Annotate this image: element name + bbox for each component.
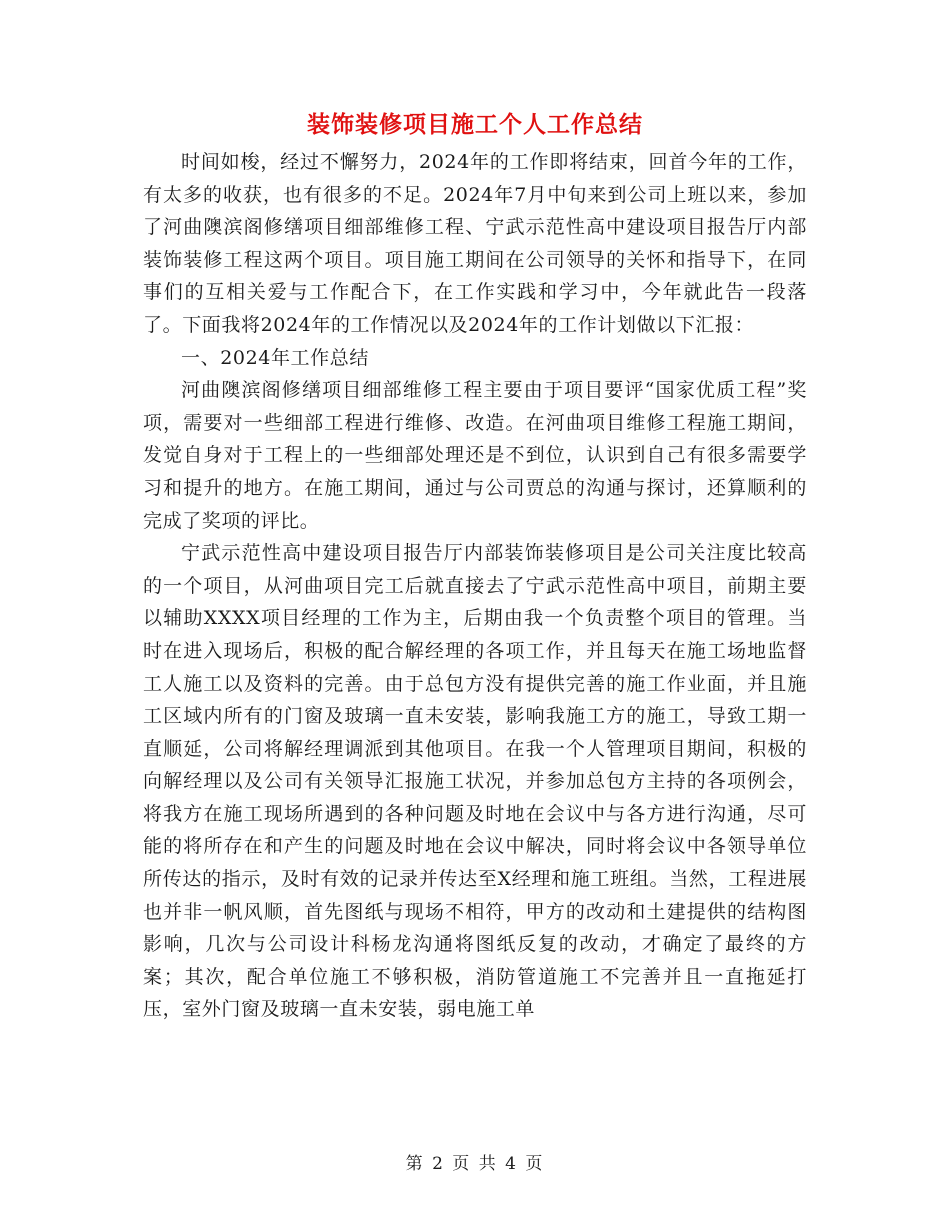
paragraph-intro: 时间如梭，经过不懈努力，2024年的工作即将结束，回首今年的工作，有太多的收获，也有很多的不足。2024年7月中旬来到公司上班以来，参加了河曲隩滨阁修缮项目细部维修工程、宁武示范性高中建设项目报告厅内部装饰装修工程这两个项目。项目施工期间在公司领导的关怀和指导下，在同事们的互相关爱与工作配合下，在工作实践和学习中，今年就此告一段落了。下面我将2024年的工作情况以及2024年的工作计划做以下汇报： — [143, 151, 807, 336]
paragraph-hequ-project: 河曲隩滨阁修缮项目细部维修工程主要由于项目要评“国家优质工程”奖项，需要对一些细部工程进行维修、改造。在河曲项目维修工程施工期间，发觉自身对于工程上的一些细部处理还是不到位，认识到自己有很多需要学习和提升的地方。在施工期间，通过与公司贾总的沟通与探讨，还算顺利的完成了奖项的评比。 — [143, 379, 807, 532]
document-title: 装饰装修项目施工个人工作总结 — [307, 111, 643, 138]
section-heading: 一、2024年工作总结 — [181, 346, 369, 369]
page-number-footer: 第 2 页 共 4 页 — [405, 1154, 545, 1174]
document-body — [143, 146, 807, 1026]
paragraph-ningwu-project: 宁武示范性高中建设项目报告厅内部装饰装修项目是公司关注度比较高的一个项目，从河曲项目完工后就直接去了宁武示范性高中项目，前期主要以辅助XXXX项目经理的工作为主，后期由我一个负责整个项目的管理。当时在进入现场后，积极的配合解经理的各项工作，并且每天在施工场地监督工人施工以及资料的完善。由于总包方没有提供完善的施工作业面，并且施工区域内所有的门窗及玻璃一直未安装，影响我施工方的施工，导致工期一直顺延，公司将解经理调派到其他项目。在我一个人管理项目期间，积极的向解经理以及公司有关领导汇报施工状况，并参加总包方主持的各项例会，将我方在施工现场所遇到的各种问题及时地在会议中与各方进行沟通，尽可能的将所存在和产生的问题及时地在会议中解决，同时将会议中各领导单位所传达的指示，及时有效的记录并传达至X经理和施工班组。当然，工程进展也并非一帆风顺，首先图纸与现场不相符，甲方的改动和土建提供的结构图影响，几次与公司设计科杨龙沟通将图纸反复的改动，才确定了最终的方案；其次，配合单位施工不够积极，消防管道施工不完善并且一直拖延打压，室外门窗及玻璃一直未安装，弱电施工单 — [143, 542, 807, 1021]
